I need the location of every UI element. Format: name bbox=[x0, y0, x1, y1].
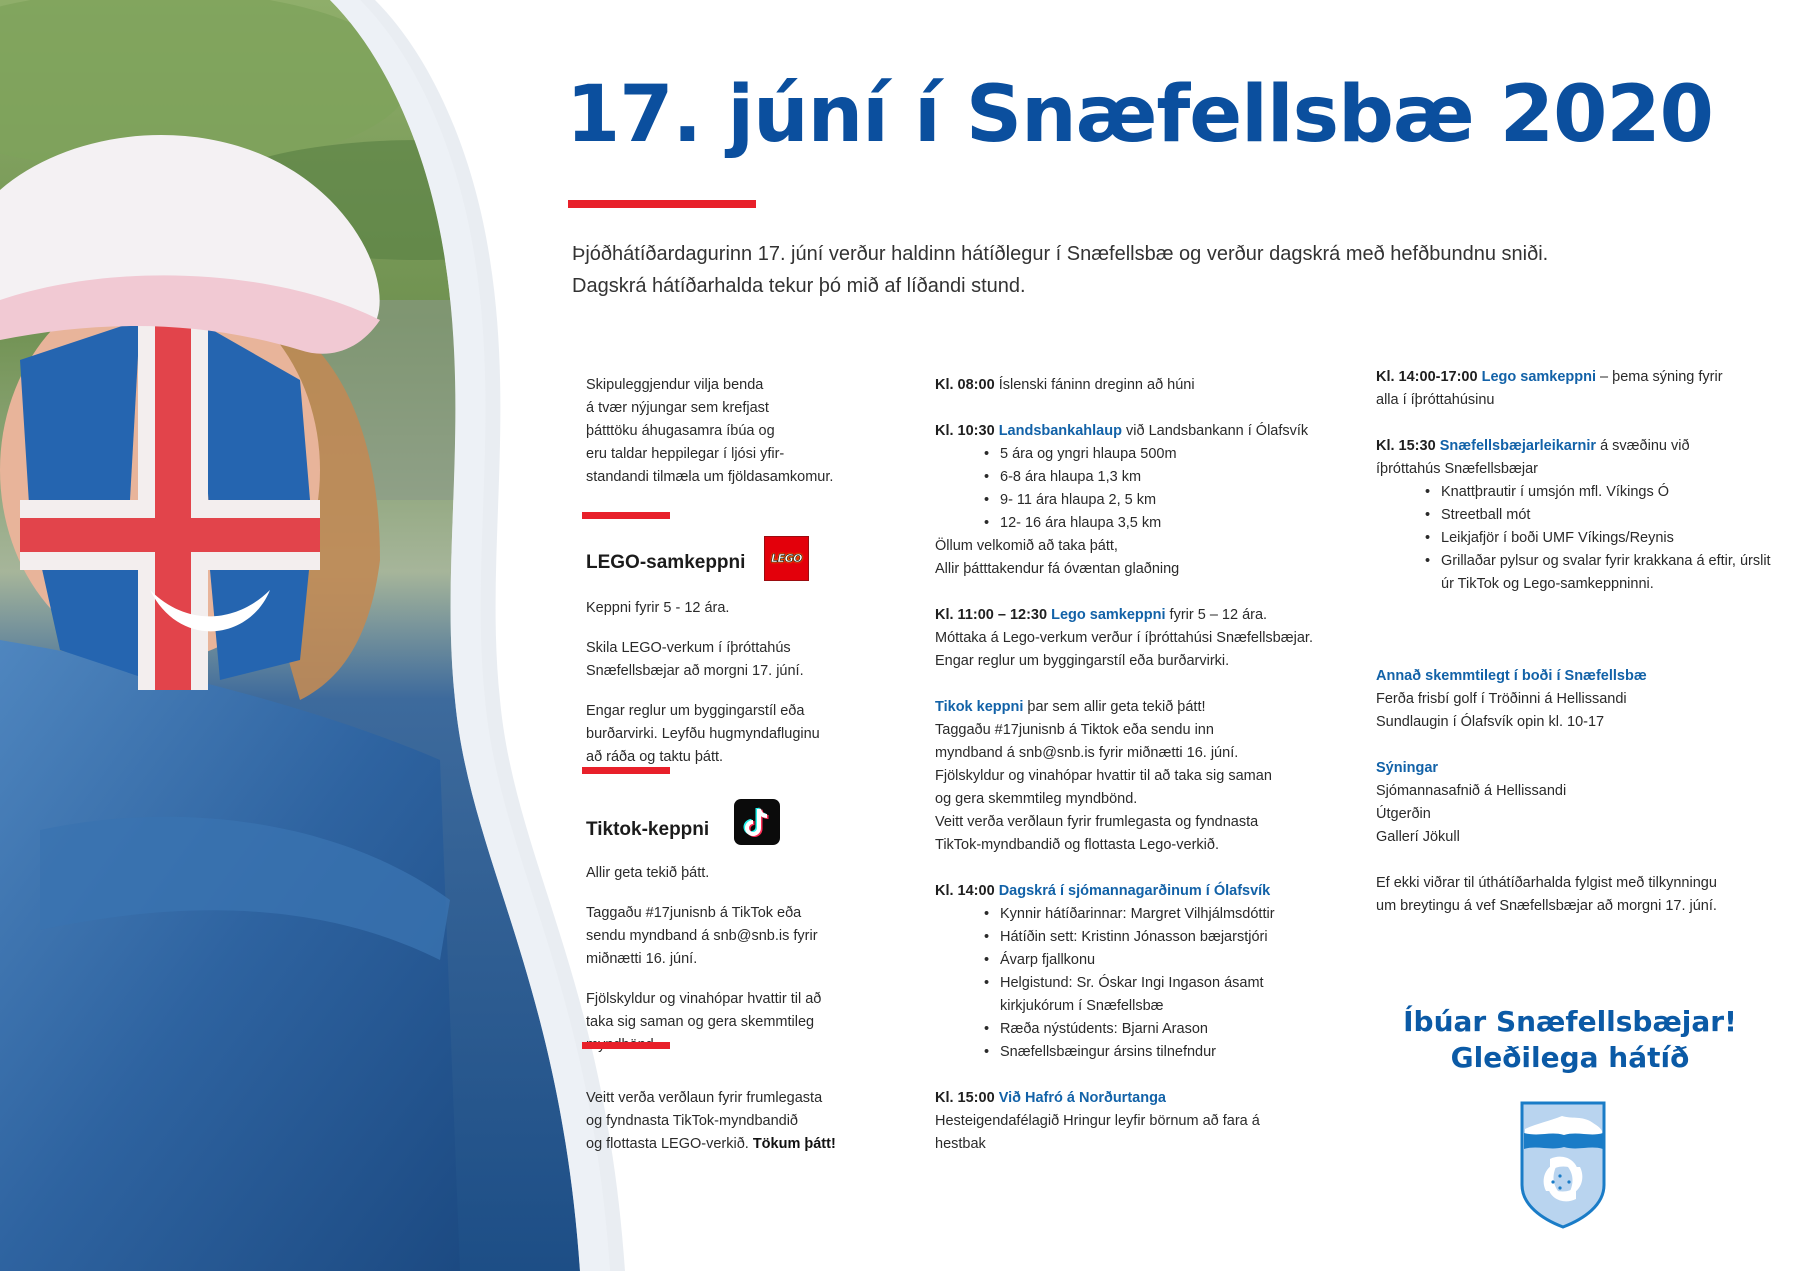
child-with-flag-facepaint-image bbox=[0, 0, 640, 1271]
event-time: Kl. 08:00 bbox=[935, 377, 995, 393]
event-note: myndband á snb@snb.is fyrir miðnætti 16. júní. bbox=[935, 745, 1239, 761]
weather-note-line: um breytingu á vef Snæfellsbæjar að morgni 17. júní. bbox=[1376, 898, 1717, 914]
event-title: Við Hafró á Norðurtanga bbox=[998, 1090, 1166, 1106]
tiktok-text-line: taka sig saman og gera skemmtileg bbox=[586, 1014, 815, 1030]
activity-line: Sundlaugin í Ólafsvík opin kl. 10-17 bbox=[1376, 714, 1605, 730]
event-title: Dagskrá í sjómannagarðinum í Ólafsvík bbox=[998, 883, 1271, 899]
event-title: Snæfellsbæjarleikarnir bbox=[1439, 438, 1597, 454]
intro-line: Dagskrá hátíðarhalda tekur þó mið af líðandi stund. bbox=[572, 275, 1026, 297]
closing-line: og fyndnasta TikTok-myndbandið bbox=[586, 1113, 798, 1129]
closing-line: Veitt verða verðlaun fyrir frumlegasta bbox=[586, 1090, 823, 1106]
intro-line: Þjóðhátíðardagurinn 17. júní verður haldinn hátíðlegur í Snæfellsbæ og verður dagskrá með hefðbundnu sniði. bbox=[572, 243, 1549, 265]
snaefellsbaer-crest-icon bbox=[1520, 1101, 1606, 1229]
greeting-heading bbox=[1380, 1004, 1760, 1076]
tiktok-text-line: sendu myndband á snb@snb.is fyrir bbox=[586, 928, 818, 944]
exhibition-line: Sjómannasafnið á Hellissandi bbox=[1376, 783, 1567, 799]
exhibitions-heading: Sýningar bbox=[1376, 760, 1439, 776]
intro-text-line: Skipuleggjendur vilja benda bbox=[586, 377, 764, 393]
bullet-item: • Streetball mót bbox=[1441, 504, 1786, 527]
intro-text-line: á tvær nýjungar sem krefjast bbox=[586, 400, 769, 416]
exhibitions-section bbox=[1376, 757, 1786, 849]
event-bullet-list bbox=[935, 903, 1300, 1064]
bullet-item: • Grillaðar pylsur og svalar fyrir krakkana á eftir, úrslit úr TikTok og Lego-samkeppninni. bbox=[1441, 550, 1786, 596]
schedule-item bbox=[1376, 435, 1786, 596]
section-divider bbox=[582, 767, 670, 774]
bullet-item: • 12- 16 ára hlaupa 3,5 km bbox=[1000, 512, 1345, 535]
event-time: Kl. 15:30 bbox=[1376, 438, 1436, 454]
tiktok-text-line: miðnætti 16. júní. bbox=[586, 951, 698, 967]
weather-note-line: Ef ekki viðrar til úthátíðarhalda fylgist með tilkynningu bbox=[1376, 875, 1717, 891]
bullet-item: • Helgistund: Sr. Óskar Ingi Ingason ásamt kirkjukórum í Snæfellsbæ bbox=[1000, 972, 1300, 1018]
schedule-column-right bbox=[1376, 366, 1786, 918]
event-bullet-list bbox=[1376, 481, 1786, 596]
lego-logo-text: LEGO bbox=[771, 552, 802, 565]
tiktok-text-line: Allir geta tekið þátt. bbox=[586, 865, 710, 881]
activity-line: Ferða frisbí golf í Tröðinni á Hellissandi bbox=[1376, 691, 1627, 707]
lego-section-body bbox=[586, 597, 886, 769]
event-description: á svæðinu við bbox=[1600, 438, 1690, 454]
event-bullet-list bbox=[935, 443, 1345, 535]
tiktok-note-icon bbox=[734, 799, 780, 845]
event-note: Engar reglur um byggingarstíl eða burðarvirki. bbox=[935, 653, 1230, 669]
event-description: fyrir 5 – 12 ára. bbox=[1169, 607, 1268, 623]
greeting-line: Íbúar Snæfellsbæjar! bbox=[1403, 1005, 1737, 1038]
tiktok-text-line: Taggaðu #17junisnb á TikTok eða bbox=[586, 905, 802, 921]
exhibition-line: Gallerí Jökull bbox=[1376, 829, 1460, 845]
other-activities-section bbox=[1376, 665, 1786, 734]
bullet-item: • Snæfellsbæingur ársins tilnefndur bbox=[1000, 1041, 1300, 1064]
bullet-item: • Kynnir hátíðarinnar: Margret Vilhjálmsdóttir bbox=[1000, 903, 1300, 926]
event-description: við Landsbankann í Ólafsvík bbox=[1126, 423, 1309, 439]
schedule-item bbox=[935, 880, 1345, 1064]
event-note: Taggaðu #17junisnb á Tiktok eða sendu inn bbox=[935, 722, 1214, 738]
event-time: Kl. 14:00-17:00 bbox=[1376, 369, 1478, 385]
event-description: Íslenski fáninn dreginn að húni bbox=[998, 377, 1195, 393]
event-note: og gera skemmtileg myndbönd. bbox=[935, 791, 1138, 807]
event-time: Kl. 15:00 bbox=[935, 1090, 995, 1106]
lego-text-line: Engar reglur um byggingarstíl eða bbox=[586, 703, 805, 719]
schedule-item bbox=[1376, 366, 1786, 412]
section-divider bbox=[582, 512, 670, 519]
schedule-item bbox=[935, 1087, 1345, 1156]
bullet-item: • Knattþrautir í umsjón mfl. Víkings Ó bbox=[1441, 481, 1786, 504]
event-note: Hesteigendafélagið Hringur leyfir börnum að fara á bbox=[935, 1113, 1260, 1129]
hero-photo bbox=[0, 0, 640, 1271]
event-description: – þema sýning fyrir bbox=[1600, 369, 1723, 385]
schedule-item bbox=[935, 604, 1345, 673]
bullet-item: • Ávarp fjallkonu bbox=[1000, 949, 1300, 972]
weather-note bbox=[1376, 872, 1786, 918]
tiktok-logo-icon bbox=[734, 799, 780, 845]
event-title: Landsbankahlaup bbox=[998, 423, 1122, 439]
event-note: hestbak bbox=[935, 1136, 986, 1152]
page-title: 17. júní í Snæfellsbæ 2020 bbox=[566, 70, 1713, 160]
schedule-item bbox=[935, 374, 1345, 397]
intro-text-line: standandi tilmæla um fjöldasamkomur. bbox=[586, 469, 834, 485]
tiktok-section-body bbox=[586, 862, 886, 1057]
event-note: íþróttahús Snæfellsbæjar bbox=[1376, 461, 1538, 477]
event-note: Veitt verða verðlaun fyrir frumlegasta og fyndnasta bbox=[935, 814, 1259, 830]
event-title: Tikok keppni bbox=[935, 699, 1024, 715]
event-title: Lego samkeppni bbox=[1051, 607, 1166, 623]
schedule-item bbox=[935, 696, 1345, 857]
bullet-item: • Leikjafjör í boði UMF Víkings/Reynis bbox=[1441, 527, 1786, 550]
event-note: Allir þátttakendur fá óvæntan glaðning bbox=[935, 561, 1180, 577]
closing-paragraph bbox=[586, 1087, 886, 1156]
bullet-item: • Ræða nýstúdents: Bjarni Arason bbox=[1000, 1018, 1300, 1041]
intro-text-line: þátttöku áhugasamra íbúa og bbox=[586, 423, 775, 439]
lego-text-line: Skila LEGO-verkum í íþróttahús bbox=[586, 640, 791, 656]
call-to-action: Tökum þátt! bbox=[752, 1136, 836, 1152]
lego-logo-icon bbox=[764, 536, 809, 581]
left-column-intro bbox=[586, 374, 886, 489]
other-activities-heading: Annað skemmtilegt í boði í Snæfellsbæ bbox=[1376, 668, 1647, 684]
lego-section-heading: LEGO-samkeppni bbox=[586, 552, 746, 573]
title-underline-divider bbox=[568, 200, 756, 208]
event-time: Kl. 11:00 – 12:30 bbox=[935, 607, 1048, 623]
closing-line: og flottasta LEGO-verkið. bbox=[586, 1136, 749, 1152]
bullet-item: • Hátíðin sett: Kristinn Jónasson bæjarstjóri bbox=[1000, 926, 1300, 949]
tiktok-text-line: Fjölskyldur og vinahópar hvattir til að bbox=[586, 991, 822, 1007]
event-note: Öllum velkomið að taka þátt, bbox=[935, 538, 1118, 554]
lego-text-line: burðarvirki. Leyfðu hugmyndafluginu bbox=[586, 726, 820, 742]
bullet-item: • 5 ára og yngri hlaupa 500m bbox=[1000, 443, 1345, 466]
event-description: þar sem allir geta tekið þátt! bbox=[1027, 699, 1206, 715]
event-note: alla í íþróttahúsinu bbox=[1376, 392, 1495, 408]
event-time: Kl. 10:30 bbox=[935, 423, 995, 439]
lego-text-line: að ráða og taktu þátt. bbox=[586, 749, 724, 765]
exhibition-line: Útgerðin bbox=[1376, 806, 1431, 822]
crest-shield-icon bbox=[1520, 1101, 1606, 1229]
bullet-item: • 6-8 ára hlaupa 1,3 km bbox=[1000, 466, 1345, 489]
event-time: Kl. 14:00 bbox=[935, 883, 995, 899]
tiktok-section-heading: Tiktok-keppni bbox=[586, 819, 710, 840]
bullet-item: • 9- 11 ára hlaupa 2, 5 km bbox=[1000, 489, 1345, 512]
lego-text-line: Keppni fyrir 5 - 12 ára. bbox=[586, 600, 730, 616]
event-title: Lego samkeppni bbox=[1481, 369, 1597, 385]
schedule-item bbox=[935, 420, 1345, 581]
event-note: Fjölskyldur og vinahópar hvattir til að taka sig saman bbox=[935, 768, 1272, 784]
intro-paragraph bbox=[572, 238, 1752, 302]
section-divider bbox=[582, 1042, 670, 1049]
lego-text-line: Snæfellsbæjar að morgni 17. júní. bbox=[586, 663, 804, 679]
intro-text-line: eru taldar heppilegar í ljósi yfir- bbox=[586, 446, 785, 462]
schedule-column-middle bbox=[935, 374, 1345, 1156]
greeting-line: Gleðilega hátíð bbox=[1450, 1041, 1690, 1074]
event-note: Móttaka á Lego-verkum verður í íþróttahúsi Snæfellsbæjar. bbox=[935, 630, 1313, 646]
event-note: TikTok-myndbandið og flottasta Lego-verkið. bbox=[935, 837, 1219, 853]
